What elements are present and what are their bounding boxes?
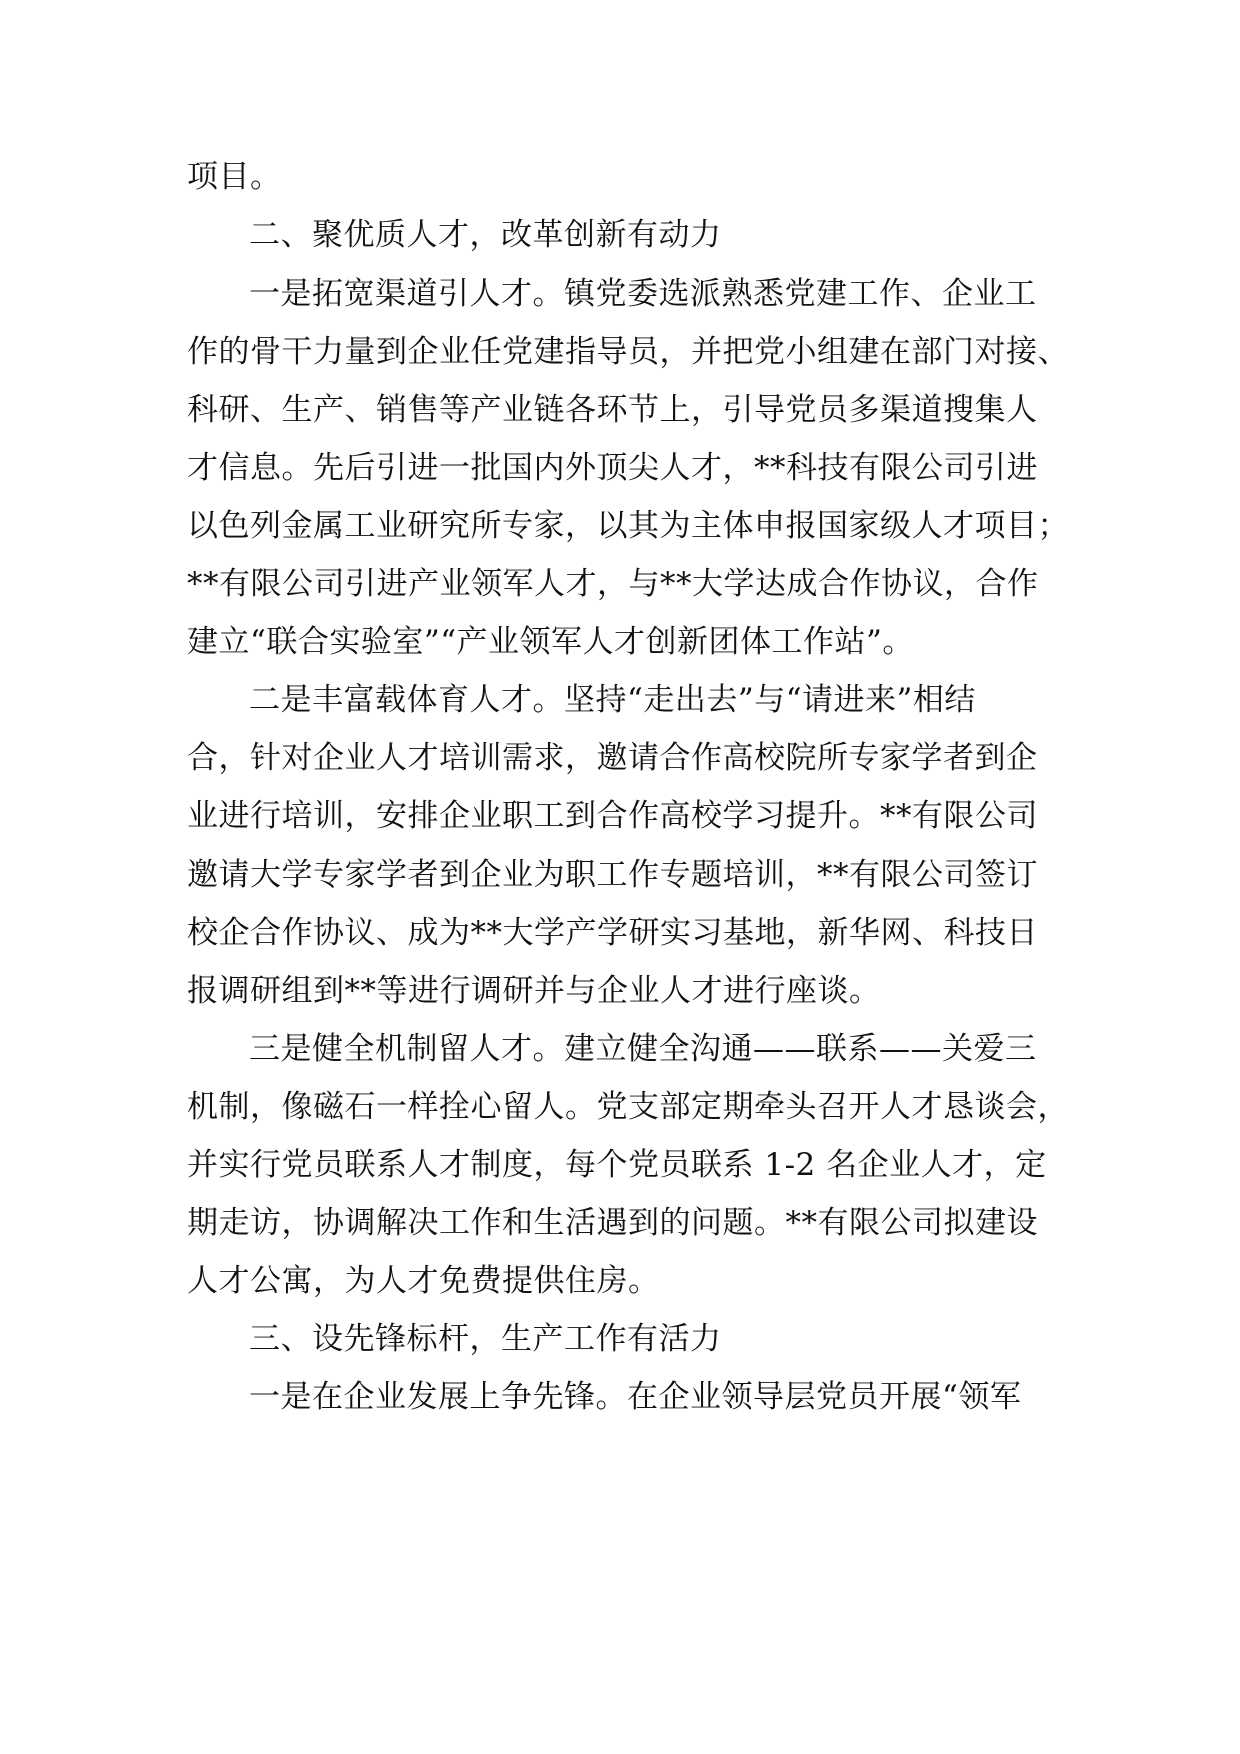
text-line: 校企合作协议、成为**大学产学研实习基地，新华网、科技日 (187, 915, 1038, 951)
text-line: 报调研组到**等进行调研并与企业人才进行座谈。 (187, 973, 881, 1009)
text-line: 作的骨干力量到企业任党建指导员，并把党小组建在部门对接、 (187, 334, 1069, 370)
text-line: 人才公寓，为人才免费提供住房。 (187, 1263, 660, 1299)
text-line: 期走访，协调解决工作和生活遇到的问题。**有限公司拟建设 (187, 1205, 1038, 1241)
text-line: 并实行党员联系人才制度，每个党员联系 1-2 名企业人才，定 (187, 1147, 1047, 1183)
paragraph-start: 一是拓宽渠道引人才。镇党委选派熟悉党建工作、企业工 (249, 276, 1037, 312)
text-line: 合，针对企业人才培训需求，邀请合作高校院所专家学者到企 (187, 740, 1038, 776)
text-line: 以色列金属工业研究所专家，以其为主体申报国家级人才项目； (187, 508, 1069, 544)
paragraph-start: 三是健全机制留人才。建立健全沟通——联系——关爱三 (249, 1031, 1037, 1067)
text-line: 业进行培训，安排企业职工到合作高校学习提升。**有限公司 (187, 798, 1038, 834)
text-line: 机制，像磁石一样拴心留人。党支部定期牵头召开人才恳谈会， (187, 1089, 1069, 1125)
text-line: 邀请大学专家学者到企业为职工作专题培训，**有限公司签订 (187, 857, 1038, 893)
section-heading: 二、聚优质人才，改革创新有动力 (249, 217, 722, 253)
text-line: 科研、生产、销售等产业链各环节上，引导党员多渠道搜集人 (187, 392, 1038, 428)
text-line: **有限公司引进产业领军人才，与**大学达成合作协议，合作 (187, 566, 1039, 602)
text-line: 才信息。先后引进一批国内外顶尖人才，**科技有限公司引进 (187, 450, 1038, 486)
section-heading: 三、设先锋标杆，生产工作有活力 (249, 1321, 722, 1357)
text-line: 建立“联合实验室”“产业领军人才创新团体工作站”。 (187, 624, 914, 660)
paragraph-start: 一是在企业发展上争先锋。在企业领导层党员开展“领军 (249, 1379, 1022, 1415)
paragraph-start: 二是丰富载体育人才。坚持“走出去”与“请进来”相结 (249, 682, 976, 718)
text-line: 项目。 (187, 159, 282, 195)
